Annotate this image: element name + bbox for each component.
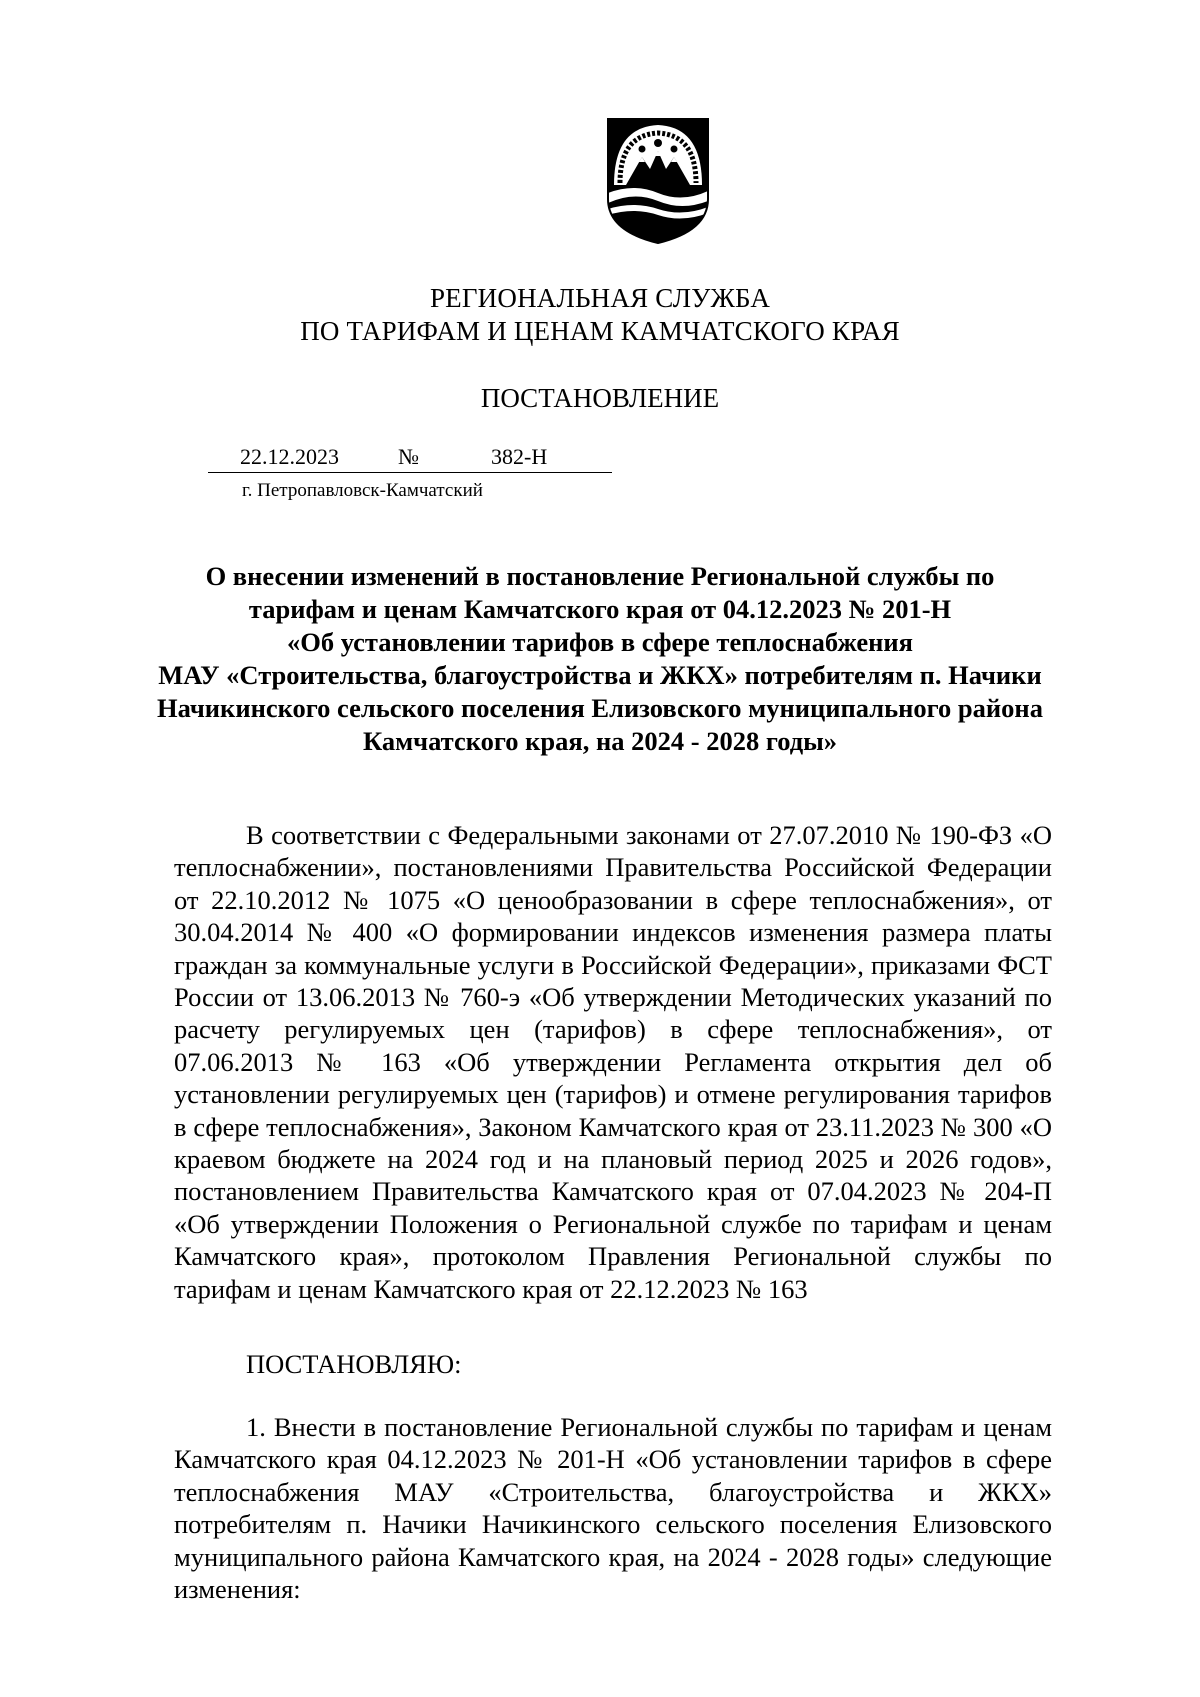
document-number: 382-Н (491, 444, 548, 469)
title-line: О внесении изменений в постановление Региональной службы по (205, 561, 995, 591)
title-line: «Об установлении тарифов в сфере теплоснабжения (287, 627, 913, 657)
number-sign: № (398, 444, 419, 469)
title-line: Начикинского сельского поселения Елизовского муниципального района (157, 693, 1043, 723)
title-line: МАУ «Строительства, благоустройства и ЖКХ» потребителям п. Начики (158, 660, 1042, 690)
title-line: Камчатского края, на 2024 - 2028 годы» (362, 726, 838, 756)
clause-1-paragraph: 1. Внести в постановление Региональной службы по тарифам и ценам Камчатского края 04.12.2023 № 201-Н «Об установлении тарифов в сфере теплоснабжения МАУ «Строительства, благоустройства и ЖКХ» потребителям п. Начики Начикинского сельского поселения Елизовского муниципального района Камчатского края, на 2024 - 2028 годы» следующие изменения: (174, 1412, 1052, 1605)
kamchatka-coat-of-arms-icon (604, 113, 712, 247)
title-line: тарифам и ценам Камчатского края от 04.12.2023 № 201-Н (248, 594, 952, 624)
document-type: ПОСТАНОВЛЕНИЕ (480, 383, 720, 413)
organization-name-line-2: ПО ТАРИФАМ И ЦЕНАМ КАМЧАТСКОГО КРАЯ (300, 316, 900, 346)
document-title (150, 560, 1050, 758)
city-name: г. Петропавловск-Камчатский (242, 480, 483, 501)
organization-name-line-1: РЕГИОНАЛЬНАЯ СЛУЖБА (429, 283, 771, 313)
decree-word: ПОСТАНОВЛЯЮ: (246, 1349, 462, 1379)
preamble-paragraph: В соответствии с Федеральными законами от 27.07.2010 № 190-ФЗ «О теплоснабжении», постановлениями Правительства Российской Федерации от 22.10.2012 № 1075 «О ценообразовании в сфере теплоснабжения», от 30.04.2014 № 400 «О формировании индексов изменения размера платы граждан за коммунальные услуги в Российской Федерации», приказами ФСТ России от 13.06.2013 № 760-э «Об утверждении Методических указаний по расчету регулируемых цен (тарифов) в сфере теплоснабжения», от 07.06.2013 № 163 «Об утверждении Регламента открытия дел об установлении регулируемых цен (тарифов) и отмене регулирования тарифов в сфере теплоснабжения», Законом Камчатского края от 23.11.2023 № 300 «О краевом бюджете на 2024 год и на плановый период 2025 и 2026 годов», постановлением Правительства Камчатского края от 07.04.2023 № 204-П «Об утверждении Положения о Региональной службе по тарифам и ценам Камчатского края», протоколом Правления Региональной службы по тарифам и ценам Камчатского края от 22.12.2023 № 163 (174, 820, 1052, 1304)
date-number-line (208, 444, 612, 474)
document-date: 22.12.2023 (240, 444, 339, 469)
date-number-underline (208, 472, 612, 473)
